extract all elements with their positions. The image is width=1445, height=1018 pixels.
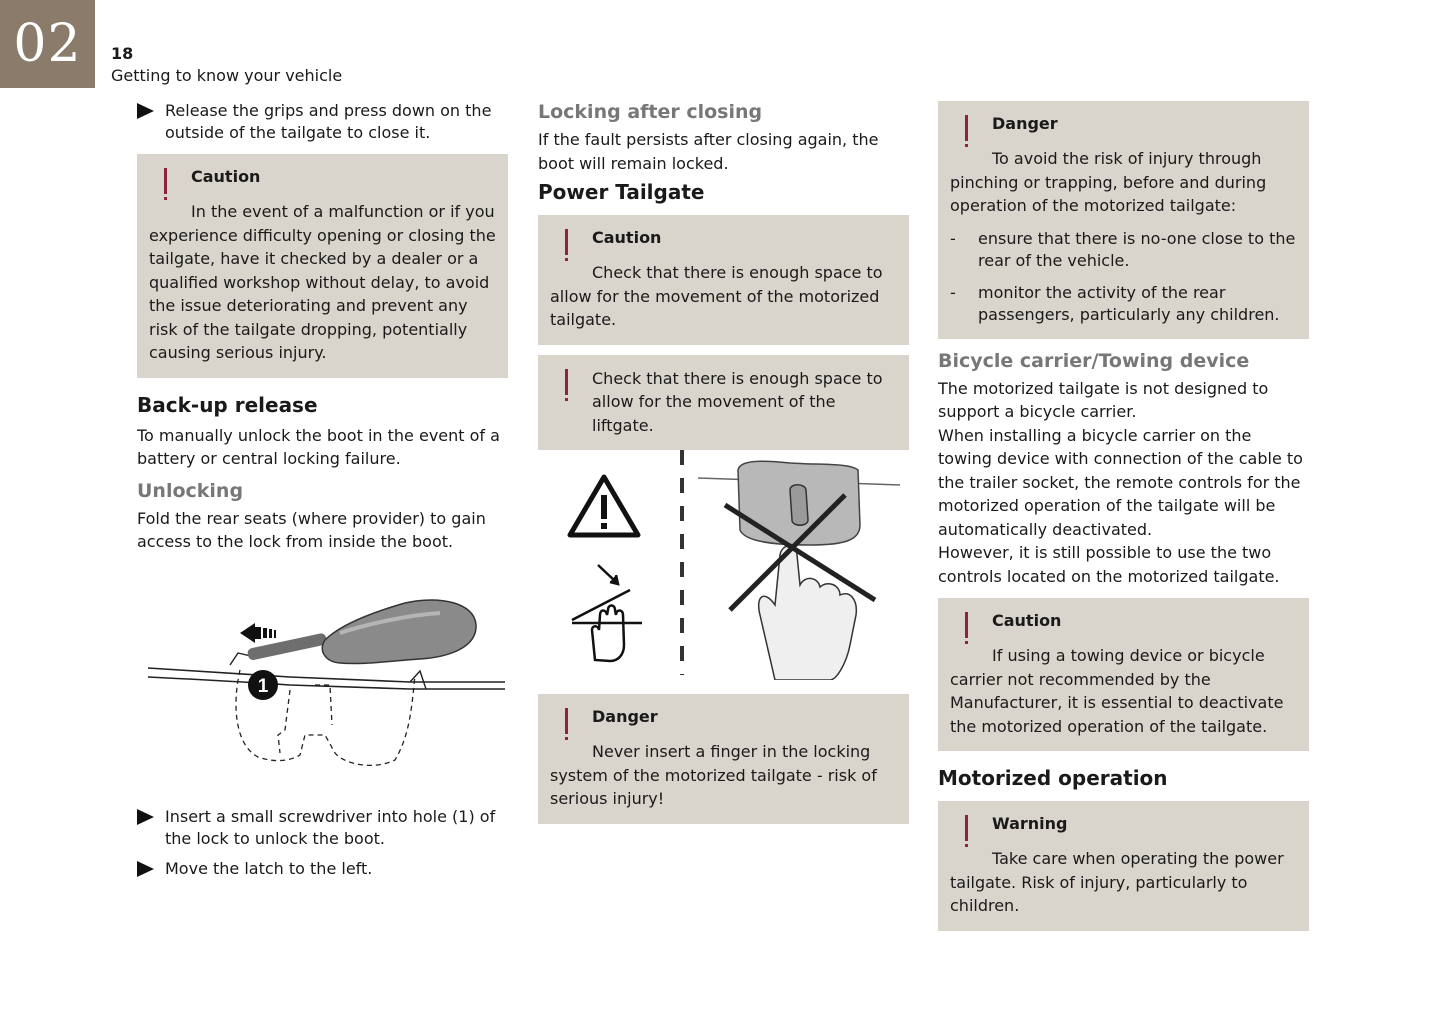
bullet-text: Release the grips and press down on the outside of the tailgate to close it. bbox=[165, 101, 492, 142]
triangle-bullet-icon bbox=[137, 861, 154, 877]
exclamation-icon bbox=[950, 610, 980, 644]
pinch-hazard-figure bbox=[560, 445, 905, 680]
list-item: - monitor the activity of the rear passengers, particularly any children. bbox=[950, 282, 1280, 324]
page-number: 18 bbox=[111, 44, 134, 63]
danger-box bbox=[938, 101, 1309, 339]
triangle-bullet-icon bbox=[137, 809, 154, 825]
notice-body: In the event of a malfunction or if you experience difficulty opening or closing the tailgate, have it checked by a dealer or a qualified workshop without delay, to avoid the issue deteriorating and prevent any risk of the tailgate dropping, potentially causing serious injury. bbox=[149, 202, 496, 362]
exclamation-icon bbox=[550, 706, 580, 740]
exclamation-icon bbox=[950, 113, 980, 147]
caution-box bbox=[137, 154, 508, 378]
paragraph: However, it is still possible to use the two controls located on the motorized tailgate. bbox=[938, 543, 1280, 586]
bullet-text: Move the latch to the left. bbox=[165, 859, 373, 878]
notice-box bbox=[538, 355, 909, 451]
notice-body: Never insert a finger in the locking system of the motorized tailgate - risk of serious injury! bbox=[550, 742, 877, 808]
callout-1-label: 1 bbox=[257, 676, 269, 697]
list-item: - ensure that there is no-one close to the rear of the vehicle. bbox=[950, 228, 1296, 270]
notice-body: Take care when operating the power tailgate. Risk of injury, particularly to children. bbox=[950, 849, 1284, 915]
screwdriver-lock-figure bbox=[140, 585, 515, 780]
paragraph: Fold the rear seats (where provider) to gain access to the lock from inside the boot. bbox=[137, 508, 486, 551]
column-1 bbox=[137, 100, 508, 554]
column-1-lower bbox=[137, 806, 508, 888]
exclamation-icon bbox=[550, 367, 580, 401]
bullet-item bbox=[137, 100, 508, 144]
notice-body: To avoid the risk of injury through pinching or trapping, before and during operation of the motorized tailgate: bbox=[950, 149, 1267, 215]
warning-box bbox=[938, 801, 1309, 931]
paragraph: If the fault persists after closing again, the boot will remain locked. bbox=[538, 130, 879, 173]
caution-box bbox=[538, 215, 909, 345]
column-2 bbox=[538, 100, 909, 460]
section-title: Getting to know your vehicle bbox=[111, 66, 343, 85]
paragraph: The motorized tailgate is not designed to support a bicycle carrier. bbox=[938, 378, 1269, 421]
notice-body: If using a towing device or bicycle carrier not recommended by the Manufacturer, it is essential to deactivate the motorized operation of the tailgate. bbox=[950, 646, 1284, 736]
section-heading: Back-up release bbox=[137, 392, 318, 417]
subheading: Locking after closing bbox=[538, 101, 763, 123]
notice-title: Warning bbox=[992, 814, 1068, 833]
bullet-text: Insert a small screwdriver into hole (1) of the lock to unlock the boot. bbox=[165, 807, 496, 848]
column-3 bbox=[938, 91, 1309, 941]
bullet-item bbox=[137, 806, 508, 850]
triangle-bullet-icon bbox=[137, 103, 154, 119]
notice-title: Caution bbox=[191, 167, 261, 186]
exclamation-icon bbox=[950, 813, 980, 847]
notice-title: Danger bbox=[592, 707, 658, 726]
paragraph: When installing a bicycle carrier on the towing device with connection of the cable to the trailer socket, the remote controls for the motorized operation of the tailgate will be automatically deactivated. bbox=[938, 425, 1303, 539]
section-heading: Motorized operation bbox=[938, 766, 1168, 790]
notice-title: Caution bbox=[592, 228, 662, 247]
notice-body: Check that there is enough space to allow for the movement of the motorized tailgate. bbox=[550, 263, 883, 329]
paragraph: To manually unlock the boot in the event of a battery or central locking failure. bbox=[137, 425, 500, 468]
exclamation-icon bbox=[550, 227, 580, 261]
section-heading: Power Tailgate bbox=[538, 180, 705, 204]
bullet-item bbox=[137, 858, 508, 880]
notice-body: Check that there is enough space to allow for the movement of the liftgate. bbox=[592, 368, 883, 435]
pinch-hand-icon bbox=[572, 565, 642, 661]
exclamation-icon bbox=[149, 166, 179, 200]
notice-title: Caution bbox=[992, 611, 1062, 630]
notice-title: Danger bbox=[992, 114, 1058, 133]
chapter-tab: 02 bbox=[0, 0, 95, 88]
danger-box bbox=[538, 694, 909, 824]
subheading: Bicycle carrier/Towing device bbox=[938, 349, 1250, 372]
caution-box bbox=[938, 598, 1309, 751]
column-2-lower bbox=[538, 684, 909, 834]
subheading: Unlocking bbox=[137, 479, 244, 502]
